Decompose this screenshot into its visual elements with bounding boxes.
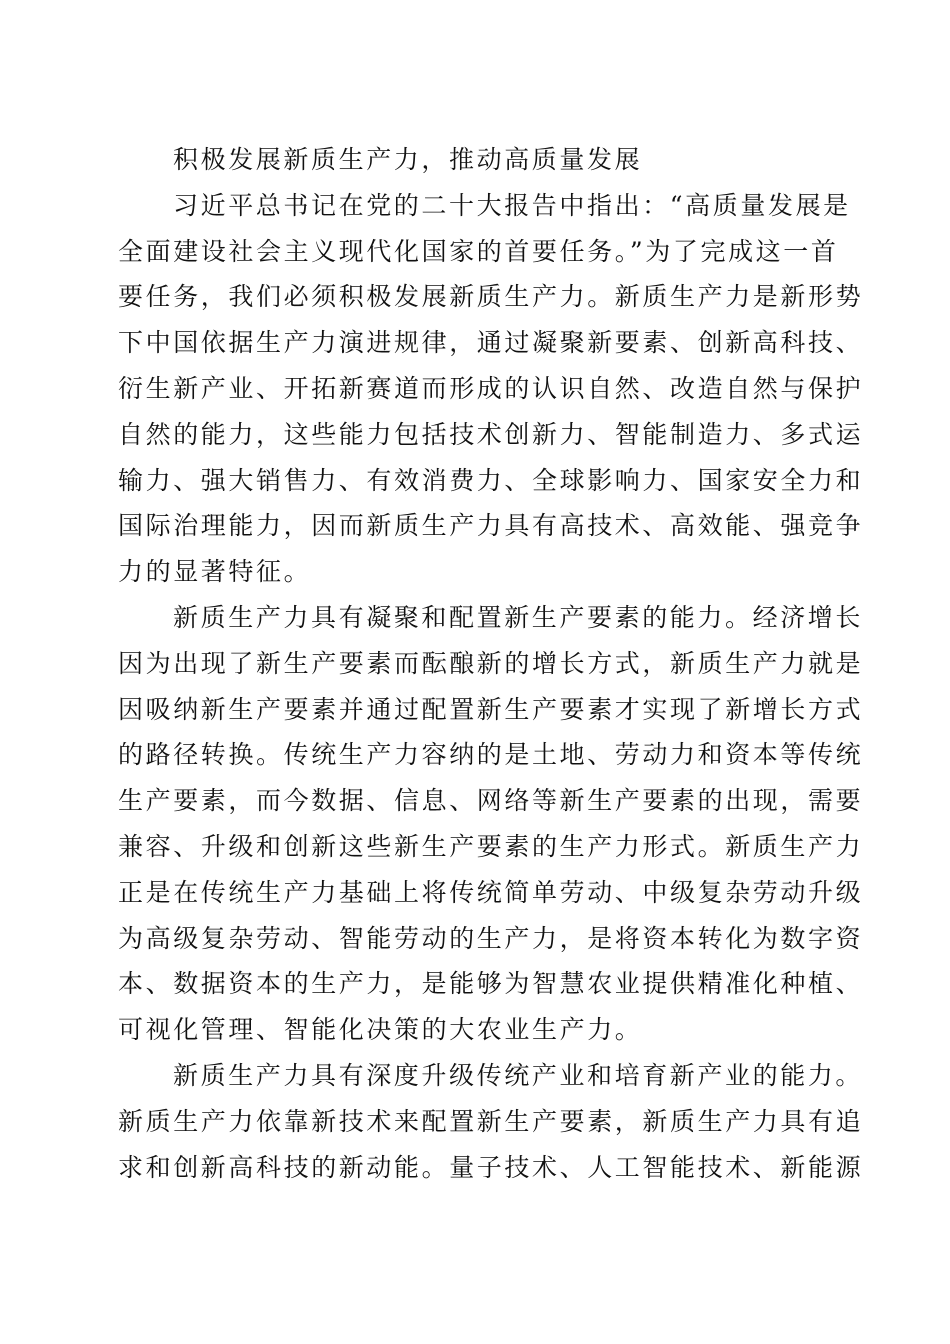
paragraph-line: 力的显著特征。 (118, 557, 312, 587)
paragraph-line: 国际治理能力，因而新质生产力具有高技术、高效能、强竞争 (118, 511, 864, 541)
paragraph-line: 因吸纳新生产要素并通过配置新生产要素才实现了新增长方式 (118, 694, 864, 724)
paragraph-line: 新质生产力具有深度升级传统产业和培育新产业的能力。 (173, 1060, 864, 1090)
paragraph-line: 衍生新产业、开拓新赛道而形成的认识自然、改造自然与保护 (118, 373, 864, 403)
paragraph-line: 可视化管理、智能化决策的大农业生产力。 (118, 1015, 643, 1045)
paragraph-2 (118, 595, 864, 1053)
paragraph-line: 为高级复杂劳动、智能劳动的生产力，是将资本转化为数字资 (118, 923, 864, 953)
paragraph-line: 下中国依据生产力演进规律，通过凝聚新要素、创新高科技、 (118, 328, 864, 358)
paragraph-line: 求和创新高科技的新动能。量子技术、人工智能技术、新能源 (118, 1152, 864, 1182)
paragraph-line: 全面建设社会主义现代化国家的首要任务。”为了完成这一首 (118, 236, 839, 266)
document-body (118, 137, 864, 1190)
paragraph-line: 兼容、升级和创新这些新生产要素的生产力形式。新质生产力 (118, 831, 864, 861)
paragraph-line: 正是在传统生产力基础上将传统简单劳动、中级复杂劳动升级 (118, 877, 864, 907)
paragraph-1 (118, 183, 864, 595)
paragraph-line: 习近平总书记在党的二十大报告中指出：“高质量发展是 (173, 190, 851, 220)
paragraph-line: 本、数据资本的生产力，是能够为智慧农业提供精准化种植、 (118, 969, 864, 999)
paragraph-line: 因为出现了新生产要素而酝酿新的增长方式，新质生产力就是 (118, 648, 864, 678)
paragraph-line: 生产要素，而今数据、信息、网络等新生产要素的出现，需要 (118, 786, 864, 816)
paragraph-line: 自然的能力，这些能力包括技术创新力、智能制造力、多式运 (118, 419, 864, 449)
paragraph-line: 的路径转换。传统生产力容纳的是土地、劳动力和资本等传统 (118, 740, 864, 770)
paragraph-line: 新质生产力依靠新技术来配置新生产要素，新质生产力具有追 (118, 1106, 864, 1136)
paragraph-line: 要任务，我们必须积极发展新质生产力。新质生产力是新形势 (118, 282, 864, 312)
paragraph-3 (118, 1053, 864, 1190)
paragraph-line: 新质生产力具有凝聚和配置新生产要素的能力。经济增长 (173, 602, 864, 632)
paragraph-line: 输力、强大销售力、有效消费力、全球影响力、国家安全力和 (118, 465, 864, 495)
document-title: 积极发展新质生产力，推动高质量发展 (173, 145, 643, 174)
